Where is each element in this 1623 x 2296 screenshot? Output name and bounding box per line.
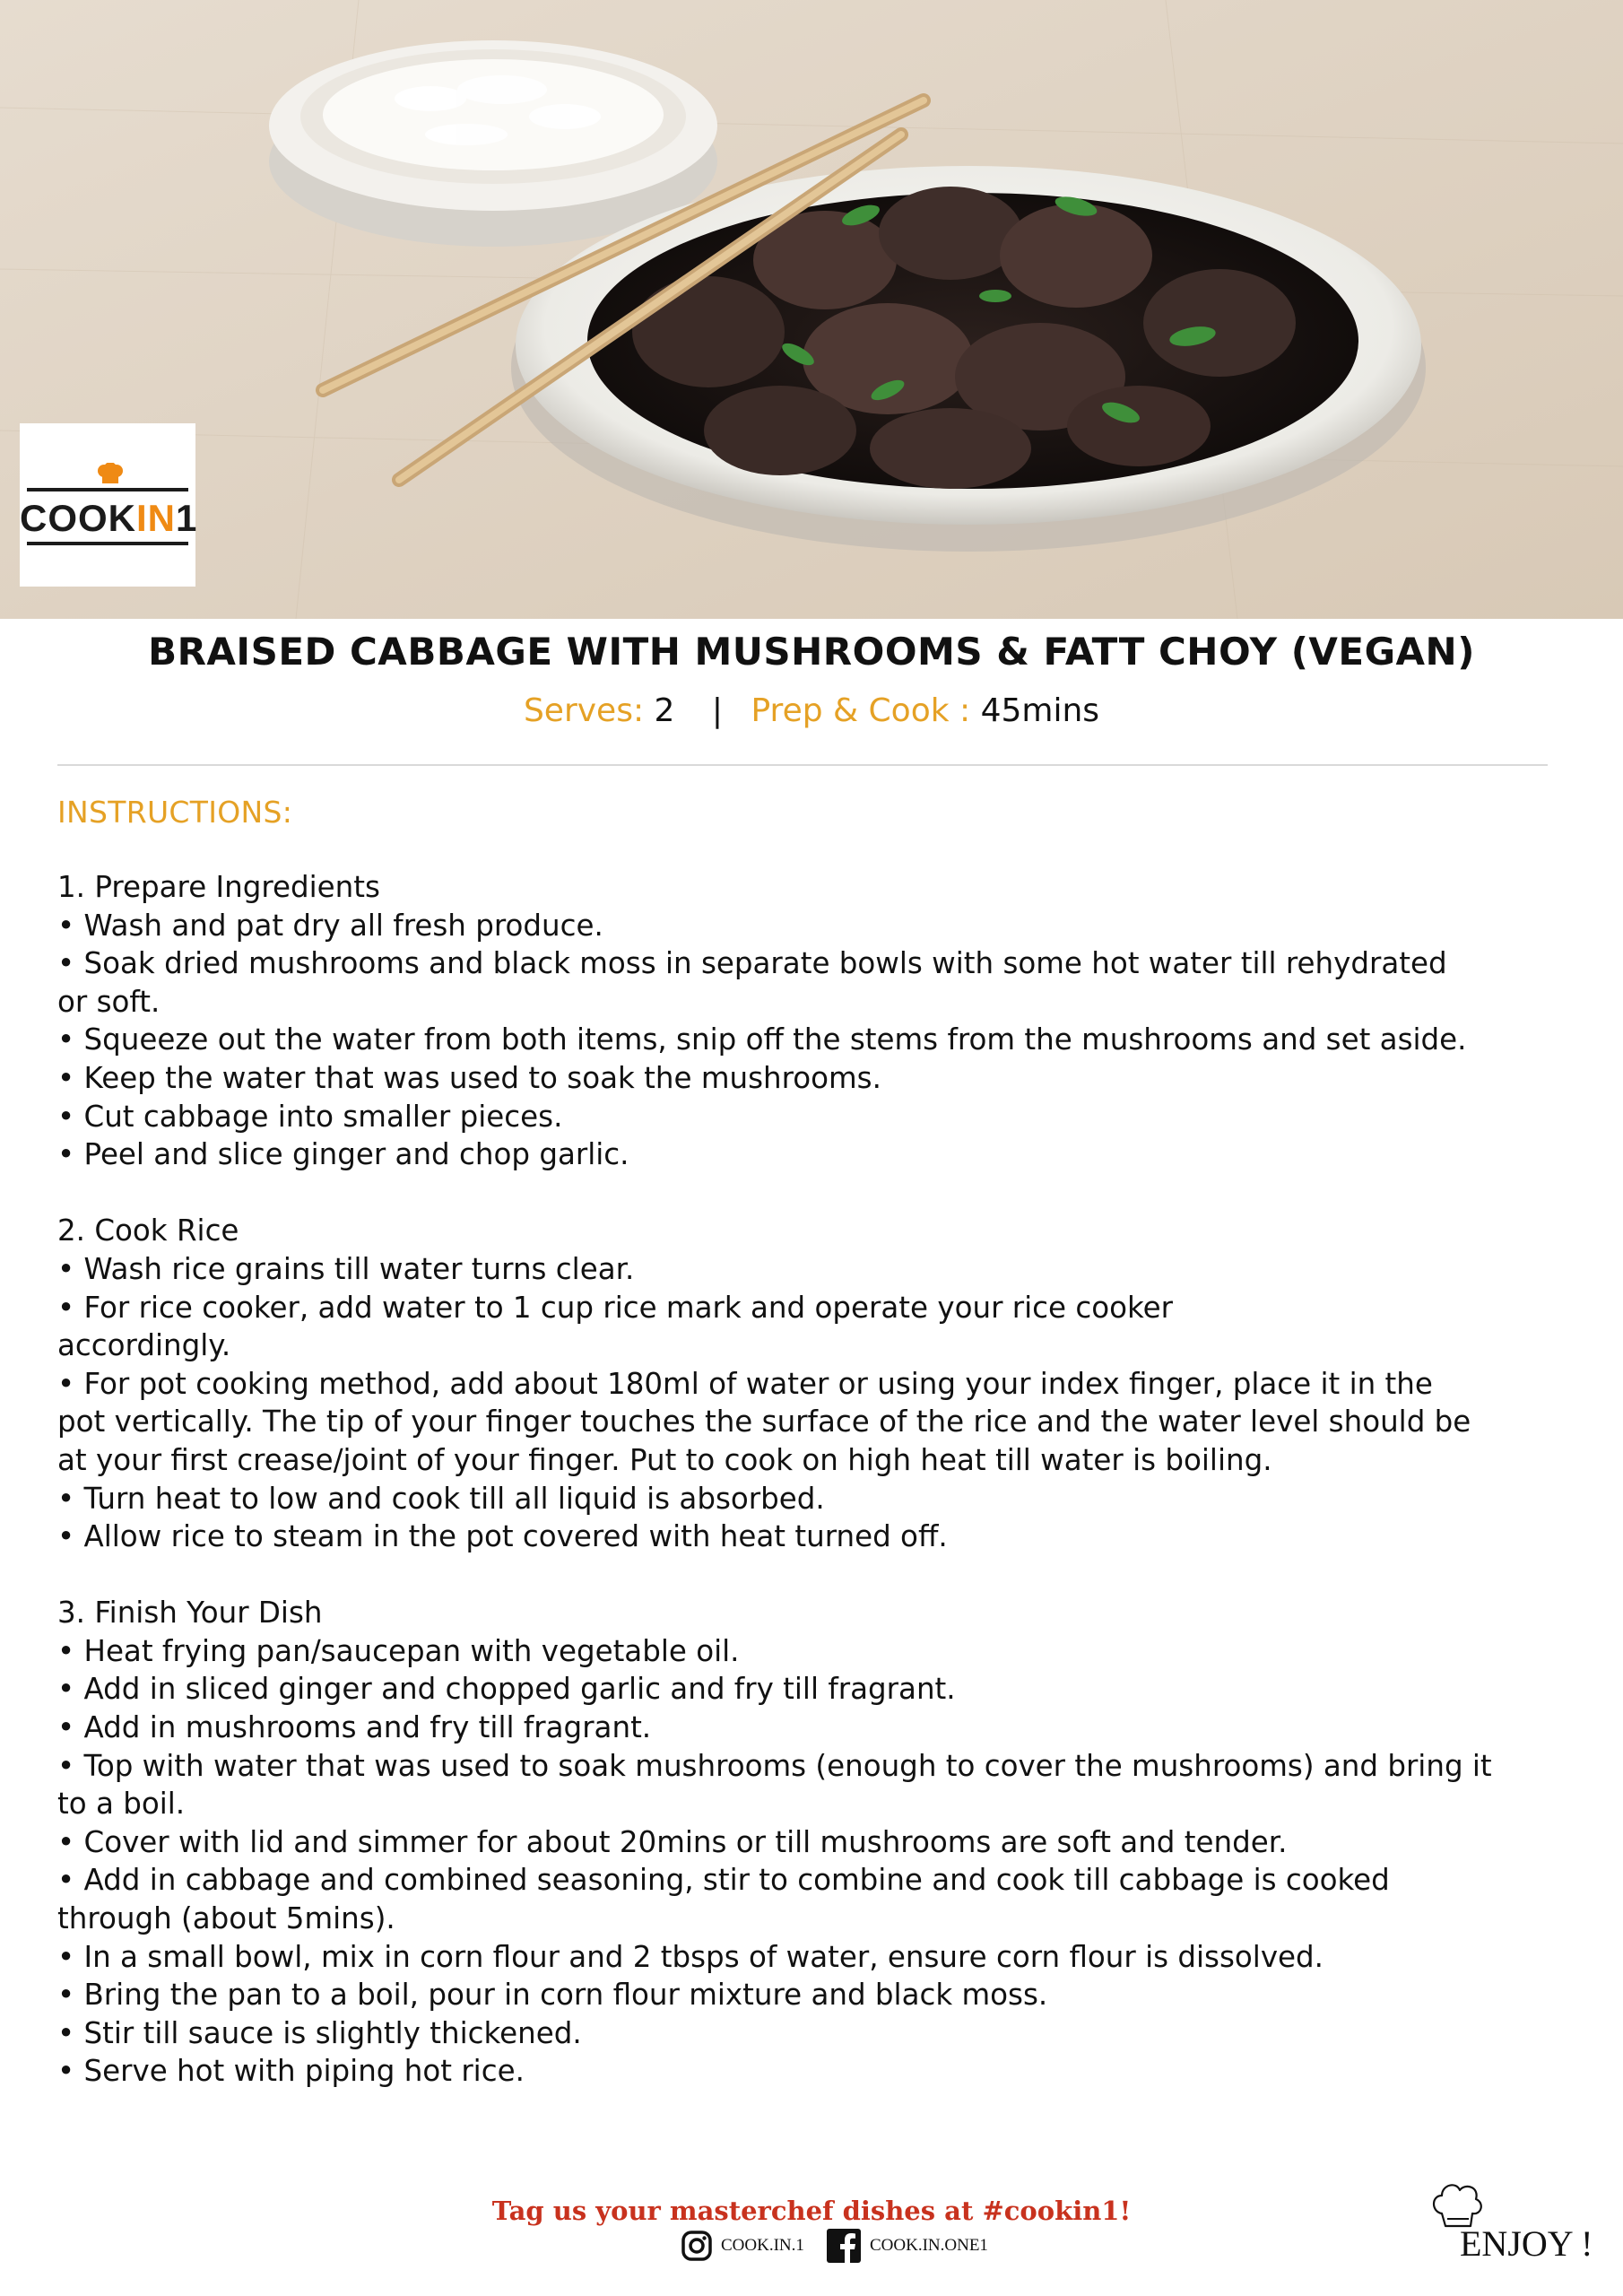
time-value: 45mins	[980, 692, 1100, 729]
title-divider	[57, 764, 1548, 766]
logo-wordmark: COOKIN1	[20, 497, 198, 539]
step-line: • Add in cabbage and combined seasoning, stir to combine and cook till cabbage is cooked	[57, 1863, 1390, 1898]
serves-label: Serves:	[523, 692, 645, 729]
step-line: • Cut cabbage into smaller pieces.	[57, 1099, 563, 1134]
step-line: at your first crease/joint of your finger. Put to cook on high heat till water is boiling.	[57, 1442, 1272, 1477]
step-line: • Soak dried mushrooms and black moss in separate bowls with some hot water till rehydrated	[57, 946, 1447, 981]
step-line: • Add in sliced ginger and chopped garlic and fry till fragrant.	[57, 1672, 956, 1707]
instruction-step	[57, 1594, 1564, 2091]
step-line: • Squeeze out the water from both items, snip off the stems from the mushrooms and set aside.	[57, 1022, 1467, 1057]
instagram-icon	[681, 2231, 712, 2261]
step-line: • Allow rice to steam in the pot covered with heat turned off.	[57, 1519, 948, 1554]
instagram-link[interactable]	[681, 2228, 804, 2264]
instructions-body	[57, 868, 1564, 2129]
step-line: • For pot cooking method, add about 180ml of water or using your index finger, place it in the	[57, 1366, 1433, 1401]
serves-value: 2	[654, 692, 675, 729]
chef-hat-icon	[97, 463, 124, 484]
step-line: • For rice cooker, add water to 1 cup rice mark and operate your rice cooker	[57, 1290, 1173, 1325]
step-line: • Heat frying pan/saucepan with vegetable oil.	[57, 1633, 740, 1668]
footer-tagline: Tag us your masterchef dishes at #cookin1!	[491, 2196, 1132, 2226]
step-line: pot vertically. The tip of your finger touches the surface of the rice and the water level should be	[57, 1405, 1471, 1439]
time-label: Prep & Cook :	[751, 692, 971, 729]
step-line: to a boil.	[57, 1787, 186, 1822]
step-line: or soft.	[57, 984, 161, 1019]
step-line: • In a small bowl, mix in corn flour and 2 tbsps of water, ensure corn flour is dissolved.	[57, 1939, 1324, 1974]
step-line: • Serve hot with piping hot rice.	[57, 2054, 525, 2089]
step-line: • Add in mushrooms and fry till fragrant.	[57, 1710, 652, 1745]
step-line: • Turn heat to low and cook till all liquid is absorbed.	[57, 1481, 825, 1516]
step-title: 1. Prepare Ingredients	[57, 870, 380, 904]
dish-illustration	[0, 0, 1623, 619]
instructions-heading: INSTRUCTIONS:	[57, 795, 293, 830]
facebook-handle: COOK.IN.ONE1	[870, 2236, 988, 2255]
facebook-icon	[827, 2229, 861, 2263]
instruction-step	[57, 868, 1564, 1174]
step-line: • Stir till sauce is slightly thickened.	[57, 2015, 582, 2050]
cookin1-logo	[20, 423, 198, 587]
step-title: 3. Finish Your Dish	[57, 1596, 323, 1631]
step-line: through (about 5mins).	[57, 1901, 395, 1936]
step-line: • Bring the pan to a boil, pour in corn flour mixture and black moss.	[57, 1978, 1048, 2013]
enjoy-text: ENJOY !	[1460, 2223, 1593, 2264]
meta-separator: |	[711, 692, 724, 729]
instagram-handle: COOK.IN.1	[721, 2236, 804, 2255]
step-line: • Wash and pat dry all fresh produce.	[57, 908, 603, 943]
step-line: • Cover with lid and simmer for about 20mins or till mushrooms are soft and tender.	[57, 1824, 1288, 1859]
instruction-step	[57, 1212, 1564, 1555]
step-line: • Peel and slice ginger and chop garlic.	[57, 1137, 629, 1172]
step-line: • Top with water that was used to soak mushrooms (enough to cover the mushrooms) and bring it	[57, 1748, 1492, 1783]
hero-photo	[0, 0, 1623, 619]
facebook-link[interactable]	[827, 2228, 988, 2264]
step-line: • Keep the water that was used to soak the mushrooms.	[57, 1060, 881, 1095]
step-title: 2. Cook Rice	[57, 1213, 239, 1248]
step-line: • Wash rice grains till water turns clear.	[57, 1251, 635, 1286]
recipe-meta	[0, 692, 1623, 729]
recipe-title: BRAISED CABBAGE WITH MUSHROOMS & FATT CHOY (VEGAN)	[148, 630, 1475, 674]
step-line: accordingly.	[57, 1328, 231, 1363]
